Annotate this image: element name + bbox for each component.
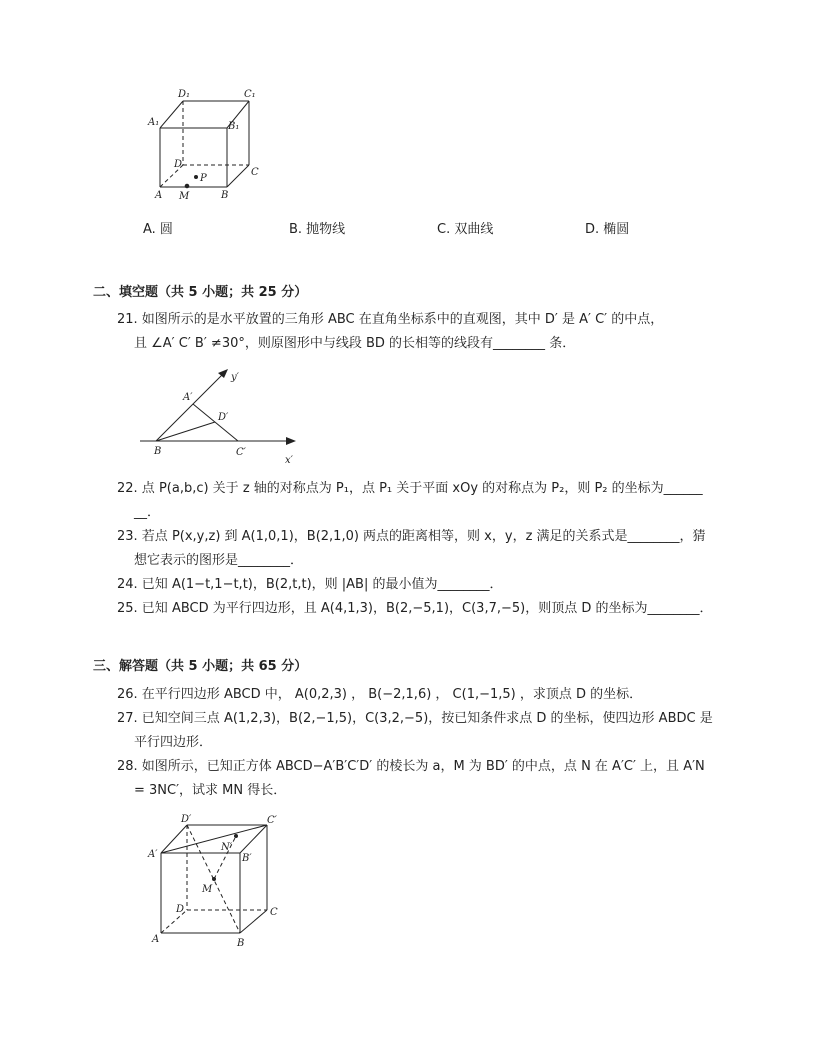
q23-line-2: 想它表示的图形是________． xyxy=(134,553,304,568)
label-a: A′ xyxy=(183,392,193,403)
label-c: C′ xyxy=(236,447,246,458)
q23-line-1: 23. 若点 P(x,y,z) 到 A(1,0,1)，B(2,1,0) 两点的距离相等，则 x，y，z 满足的关系式是________，猜 xyxy=(117,529,706,544)
cube-figure-3 xyxy=(140,812,300,954)
section-3-title: 三、解答题（共 5 小题；共 65 分） xyxy=(93,659,308,674)
option-d: D. 椭圆 xyxy=(585,222,630,237)
section-2-title: 二、填空题（共 5 小题；共 25 分） xyxy=(93,285,308,300)
cube-figure-1 xyxy=(140,85,280,205)
label-y: y′ xyxy=(231,372,239,383)
label-c: C xyxy=(270,907,278,918)
q25-line-1: 25. 已知 ABCD 为平行四边形，且 A(4,1,3)，B(2,−5,1)，C(3,7,−5)，则顶点 D 的坐标为________． xyxy=(117,601,713,616)
label-a: A xyxy=(152,934,160,945)
label-b: B xyxy=(154,446,162,457)
label-a1: A₁ xyxy=(148,117,160,128)
label-a1: A′ xyxy=(148,849,158,860)
label-b1: B₁ xyxy=(228,121,240,132)
label-a: A xyxy=(155,190,163,201)
option-b: B. 抛物线 xyxy=(289,222,346,237)
q21-line-2: 且 ∠A′ C′ B′ ≠30°，则原图形中与线段 BD 的长相等的线段有________ 条． xyxy=(134,336,576,351)
q27-line-2: 平行四边形． xyxy=(134,735,213,750)
label-x: x′ xyxy=(285,455,293,466)
label-d: D xyxy=(174,159,183,170)
q26-line-1: 26. 在平行四边形 ABCD 中， A(0,2,3) ， B(−2,1,6) ， C(1,−1,5) ，求顶点 D 的坐标． xyxy=(117,687,643,702)
label-b1: B′ xyxy=(242,853,252,864)
label-b: B xyxy=(237,938,245,949)
label-d: D xyxy=(176,904,185,915)
q24-line-1: 24. 已知 A(1−t,1−t,t)，B(2,t,t)，则 |AB| 的最小值为________． xyxy=(117,577,503,592)
label-d1: D′ xyxy=(181,814,192,825)
label-m: M xyxy=(179,191,190,202)
q21-line-1: 21. 如图所示的是水平放置的三角形 ABC 在直角坐标系中的直观图，其中 D′ 是 A′ C′ 的中点， xyxy=(117,312,664,327)
q22-line-1: 22. 点 P(a,b,c) 关于 z 轴的对称点为 P₁，点 P₁ 关于平面 xOy 的对称点为 P₂，则 P₂ 的坐标为______ xyxy=(117,481,703,496)
option-a: A. 圆 xyxy=(143,222,173,237)
label-c: C xyxy=(251,167,259,178)
label-n: N′ xyxy=(221,842,233,853)
label-c1: C′ xyxy=(267,815,277,826)
triangle-figure-2 xyxy=(130,362,310,472)
q27-line-1: 27. 已知空间三点 A(1,2,3)，B(2,−1,5)，C(3,2,−5)，按已知条件求点 D 的坐标，使四边形 ABDC 是 xyxy=(117,711,713,726)
label-d1: D₁ xyxy=(178,89,191,100)
option-c: C. 双曲线 xyxy=(437,222,494,237)
label-d: D′ xyxy=(218,412,229,423)
label-c1: C₁ xyxy=(244,89,256,100)
label-p: P xyxy=(200,173,207,184)
label-b: B xyxy=(221,190,229,201)
label-m: M xyxy=(202,884,213,895)
q28-line-1: 28. 如图所示，已知正方体 ABCD−A′B′C′D′ 的棱长为 a，M 为 BD′ 的中点，点 N 在 A′C′ 上，且 A′N xyxy=(117,759,705,774)
q22-line-2: __． xyxy=(134,505,161,520)
q28-line-2: = 3NC′，试求 MN 得长． xyxy=(134,783,287,798)
